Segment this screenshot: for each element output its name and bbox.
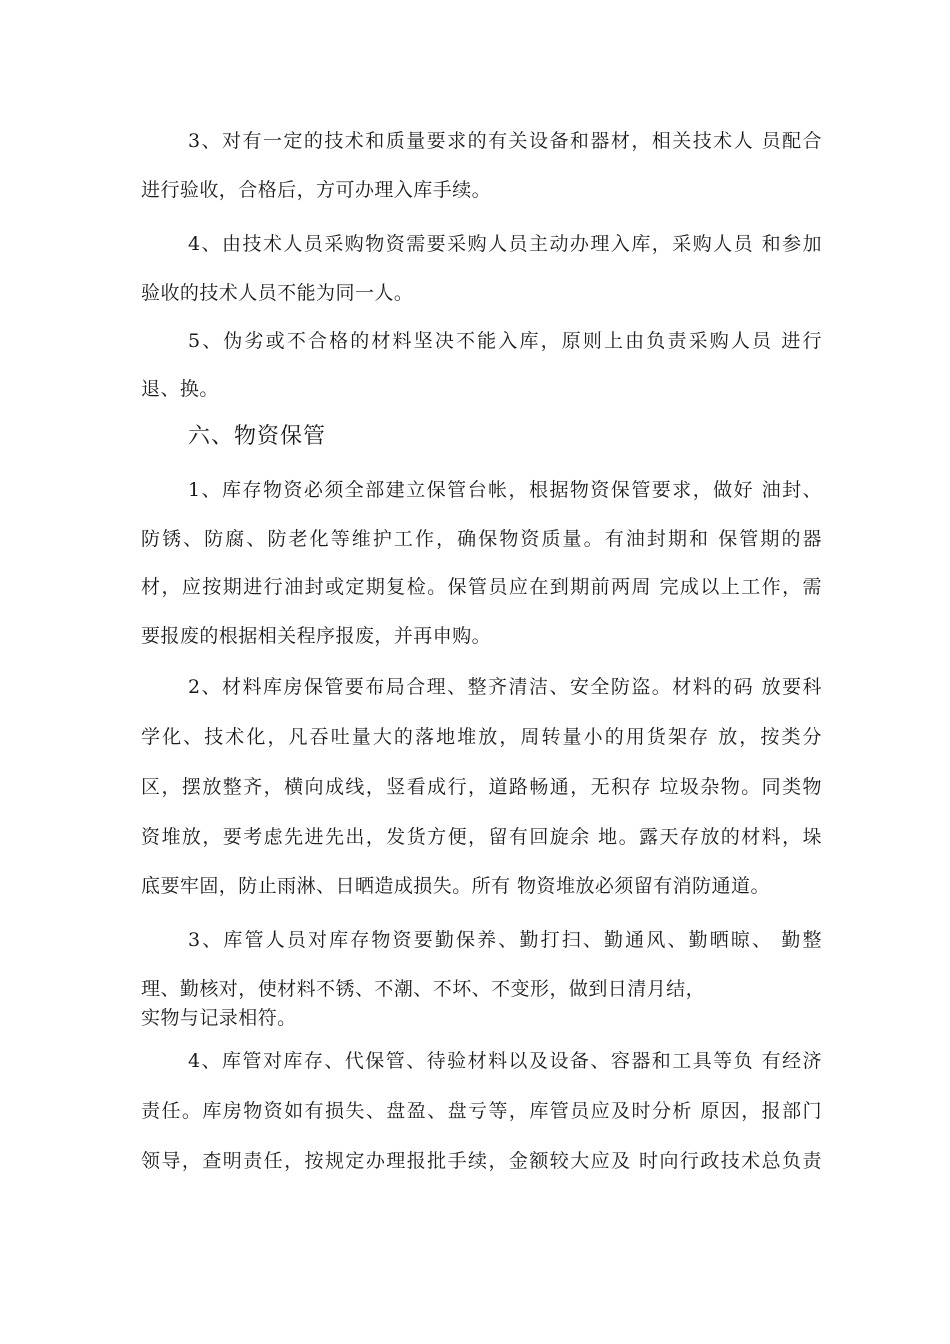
section-paragraph-3-line-2: 理、勤核对，使材料不锈、不潮、不坏、不变形，做到日清月结，	[141, 978, 706, 1000]
section-paragraph-2-line-3: 区，摆放整齐，横向成线，竖看成行，道路畅通，无积存 垃圾杂物。同类物	[141, 776, 822, 798]
section-paragraph-4-line-3: 领导，查明责任，按规定办理报批手续，金额较大应及 时向行政技术总负责	[141, 1150, 822, 1172]
paragraph-5-line-2: 退、换。	[141, 378, 219, 400]
paragraph-3-line-2: 进行验收，合格后，方可办理入库手续。	[141, 179, 492, 201]
section-paragraph-3-line-3: 实物与记录相符。	[141, 1007, 297, 1029]
section-paragraph-4-line-1: 4、库管对库存、代保管、待验材料以及设备、容器和工具等负 有经济	[188, 1050, 822, 1072]
section-paragraph-2-line-5: 底要牢固，防止雨淋、日晒造成损失。所有 物资堆放必须留有消防通道。	[141, 875, 770, 897]
section-paragraph-1-line-2: 防锈、防腐、防老化等维护工作，确保物资质量。有油封期和 保管期的器	[141, 528, 822, 550]
section-paragraph-3-line-1: 3、库管人员对库存物资要勤保养、勤打扫、勤通风、勤晒晾、 勤整	[188, 929, 822, 951]
section-paragraph-2-line-1: 2、材料库房保管要布局合理、整齐清洁、安全防盗。材料的码 放要科	[188, 676, 822, 698]
paragraph-5-line-1: 5、伪劣或不合格的材料坚决不能入库，原则上由负责采购人员 进行	[188, 330, 822, 352]
section-paragraph-2-line-4: 资堆放，要考虑先进先出，发货方便，留有回旋余 地。露天存放的材料，垛	[141, 826, 822, 848]
section-paragraph-1-line-1: 1、库存物资必须全部建立保管台帐，根据物资保管要求，做好 油封、	[188, 479, 822, 501]
paragraph-4-line-2: 验收的技术人员不能为同一人。	[141, 282, 414, 304]
paragraph-4-line-1: 4、由技术人员采购物资需要采购人员主动办理入库，采购人员 和参加	[188, 233, 822, 255]
section-heading: 六、物资保管	[188, 424, 327, 449]
paragraph-3-line-1: 3、对有一定的技术和质量要求的有关设备和器材，相关技术人 员配合	[188, 130, 822, 152]
section-paragraph-1-line-3: 材，应按期进行油封或定期复检。保管员应在到期前两周 完成以上工作，需	[141, 576, 822, 598]
section-paragraph-4-line-2: 责任。库房物资如有损失、盘盈、盘亏等，库管员应及时分析 原因，报部门	[141, 1100, 822, 1122]
section-paragraph-1-line-4: 要报废的根据相关程序报废，并再申购。	[141, 625, 492, 647]
section-paragraph-2-line-2: 学化、技术化，凡吞吐量大的落地堆放，周转量小的用货架存 放，按类分	[141, 726, 822, 748]
